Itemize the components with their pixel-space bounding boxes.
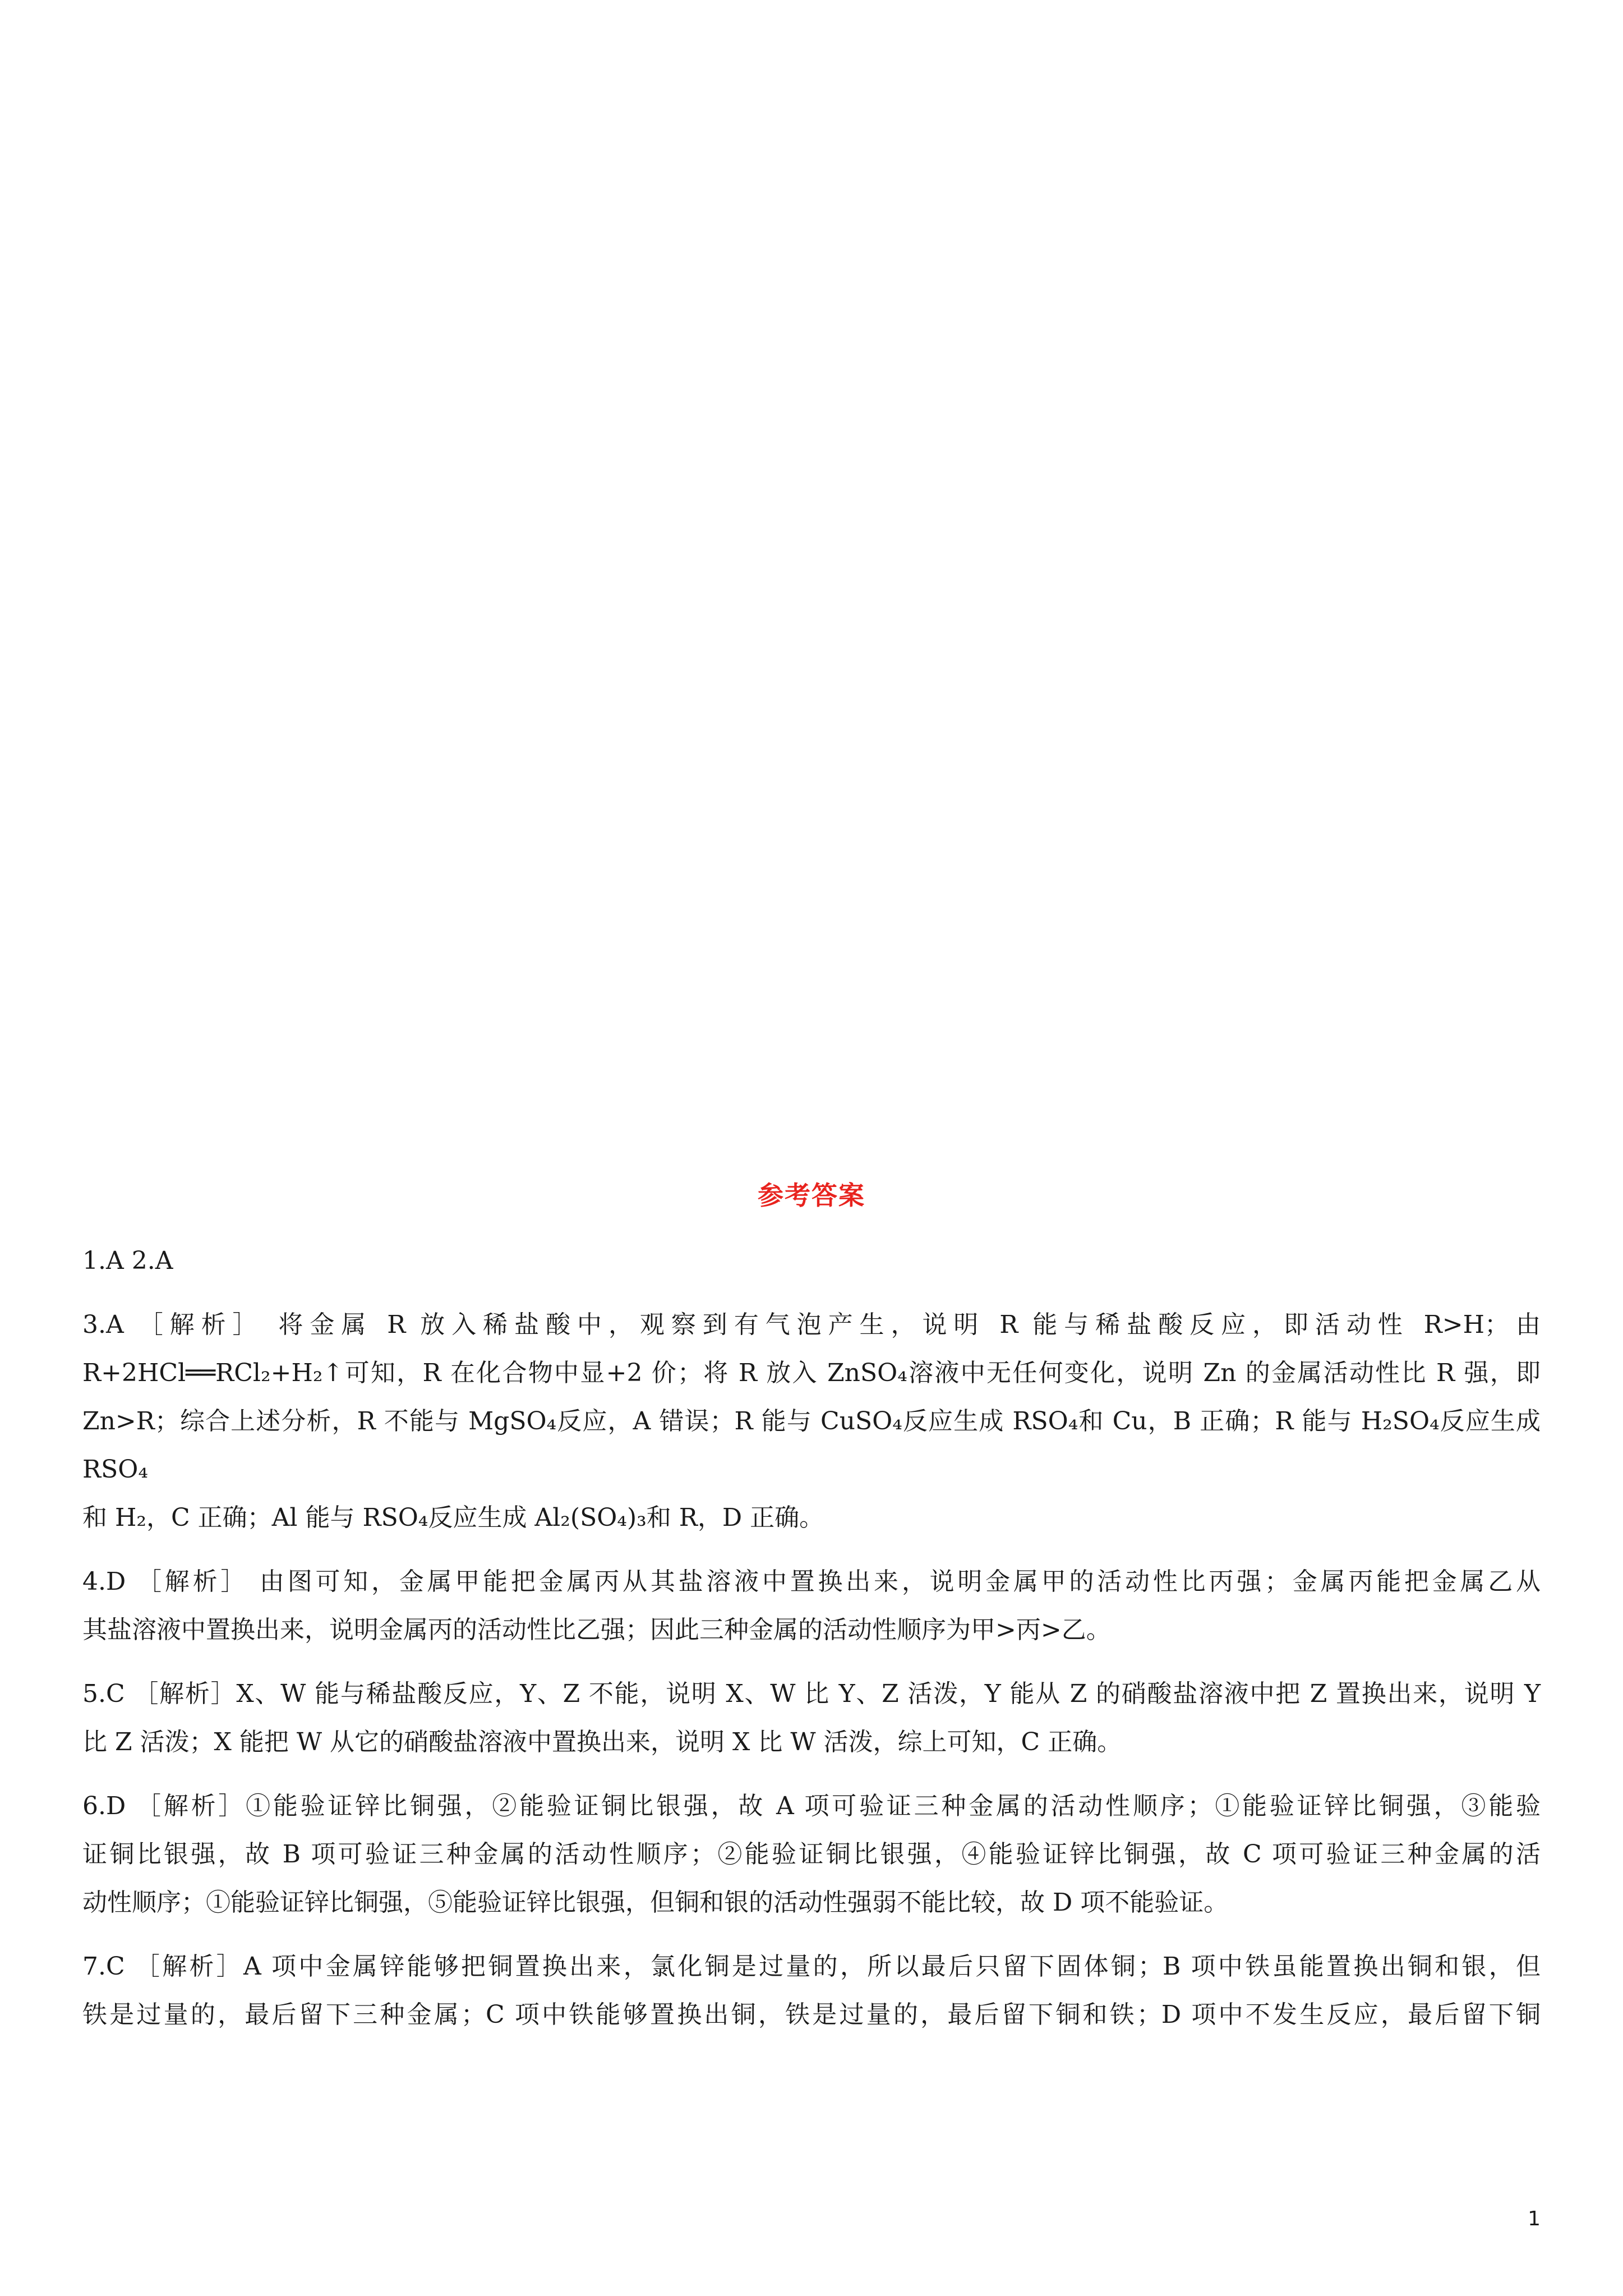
answer-line: 证铜比银强，故 B 项可验证三种金属的活动性顺序；②能验证铜比银强，④能验证锌比铜强，故 C 项可验证三种金属的活: [82, 1840, 1541, 1869]
answer-3: [82, 1301, 1541, 1542]
answer-line: 3.A ［解析］ 将金属 R 放入稀盐酸中，观察到有气泡产生，说明 R 能与稀盐酸反应，即活动性 R>H；由: [82, 1310, 1541, 1339]
answer-line: R+2HCl══RCl₂+H₂↑可知，R 在化合物中显+2 价；将 R 放入 ZnSO₄溶液中无任何变化，说明 Zn 的金属活动性比 R 强，即: [82, 1359, 1541, 1387]
answer-list: [82, 1237, 1541, 2055]
answer-line: 7.C ［解析］A 项中金属锌能够把铜置换出来，氯化铜是过量的，所以最后只留下固体铜；B 项中铁虽能置换出铜和银，但: [82, 1952, 1541, 1981]
answers-title: 参考答案: [758, 1180, 865, 1211]
page-number: 1: [1528, 2207, 1541, 2230]
answer-7: [82, 1943, 1541, 2039]
answer-line: 4.D ［解析］ 由图可知，金属甲能把金属丙从其盐溶液中置换出来，说明金属甲的活动性比丙强；金属丙能把金属乙从: [82, 1567, 1541, 1596]
answer-1-2: [82, 1237, 1541, 1285]
answer-line: 5.C ［解析］X、W 能与稀盐酸反应，Y、Z 不能，说明 X、W 比 Y、Z 活泼，Y 能从 Z 的硝酸盐溶液中把 Z 置换出来，说明 Y: [82, 1680, 1541, 1708]
answer-5: [82, 1670, 1541, 1766]
answer-line: 比 Z 活泼；X 能把 W 从它的硝酸盐溶液中置换出来，说明 X 比 W 活泼，综上可知，C 正确。: [82, 1728, 1122, 1756]
answer-6: [82, 1782, 1541, 1927]
answer-line: 和 H₂，C 正确；Al 能与 RSO₄反应生成 Al₂(SO₄)₃和 R，D 正确。: [82, 1503, 824, 1532]
answer-line: 6.D ［解析］①能验证锌比铜强，②能验证铜比银强，故 A 项可验证三种金属的活动性顺序；①能验证锌比铜强，③能验: [82, 1792, 1541, 1820]
answer-line: 1.A 2.A: [82, 1246, 173, 1275]
answer-4: [82, 1558, 1541, 1654]
answer-line: 其盐溶液中置换出来，说明金属丙的活动性比乙强；因此三种金属的活动性顺序为甲>丙>乙。: [82, 1616, 1111, 1644]
answer-line: Zn>R；综合上述分析，R 不能与 MgSO₄反应，A 错误；R 能与 CuSO₄反应生成 RSO₄和 Cu，B 正确；R 能与 H₂SO₄反应生成 RSO₄: [82, 1407, 1541, 1484]
answer-line: 动性顺序；①能验证锌比铜强，⑤能验证锌比银强，但铜和银的活动性强弱不能比较，故 D 项不能验证。: [82, 1888, 1229, 1917]
answer-line: 铁是过量的，最后留下三种金属；C 项中铁能够置换出铜，铁是过量的，最后留下铜和铁；D 项中不发生反应，最后留下铜: [82, 2000, 1541, 2029]
